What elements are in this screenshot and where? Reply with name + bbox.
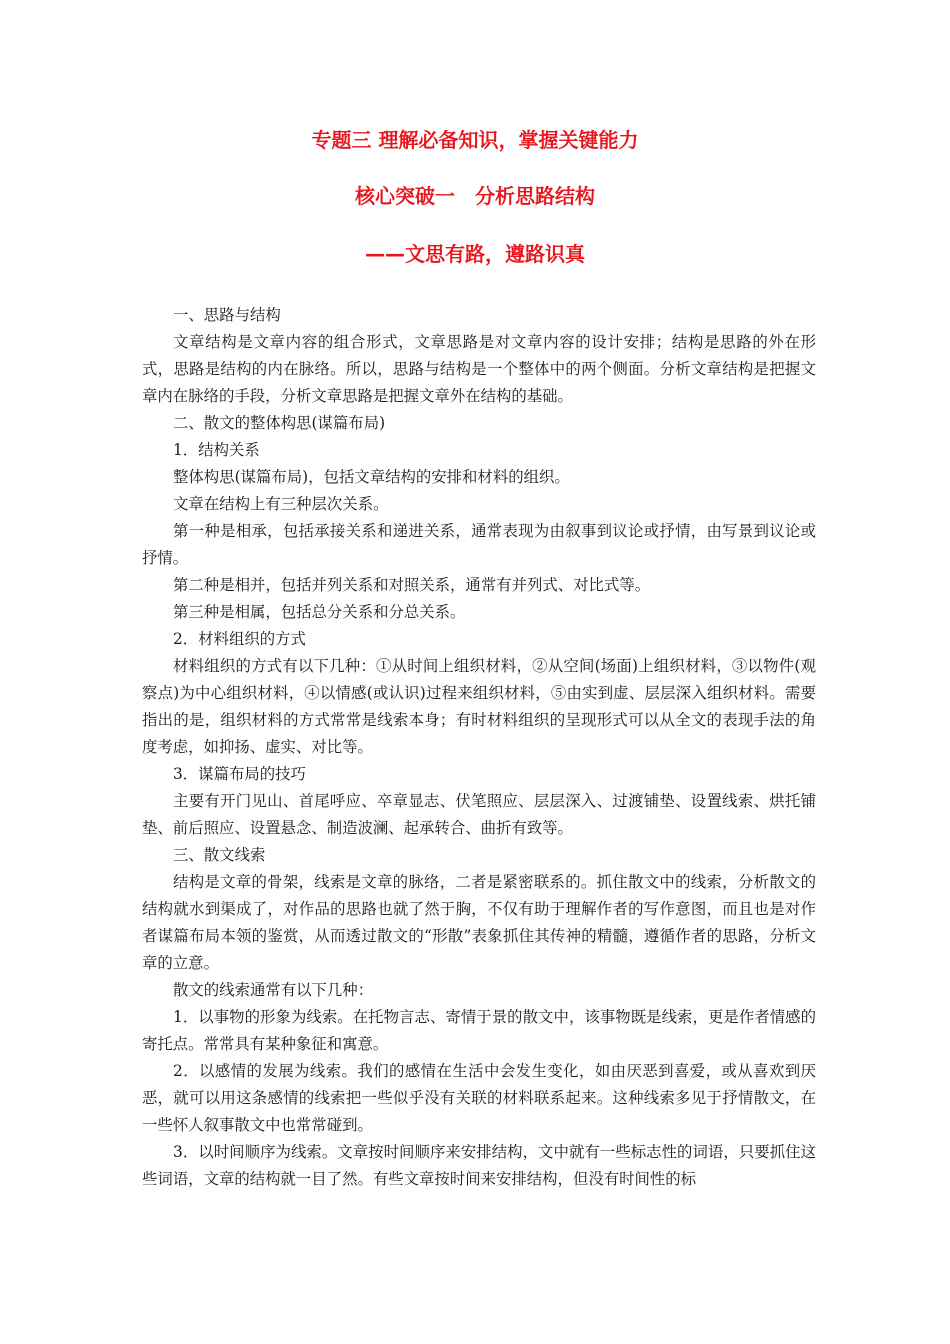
paragraph: 材料组织的方式有以下几种：①从时间上组织材料，②从空间(场面)上组织材料，③以物件(观察点)为中心组织材料，④以情感(或认识)过程来组织材料，⑤由实到虚、层层深入组织材料。需要指出的是，组织材料的方式常常是线索本身；有时材料组织的呈现形式可以从全文的表现手法的角度考虑，如抑扬、虚实、对比等。 — [142, 657, 816, 756]
document-subtitle: 核心突破一 分析思路结构 — [355, 184, 595, 208]
paragraph: 第一种是相承，包括承接关系和递进关系，通常表现为由叙事到议论或抒情，由写景到议论或抒情。 — [142, 522, 816, 567]
subsection-heading: 3．谋篇布局的技巧 — [173, 765, 306, 783]
list-item: 3．以时间顺序为线索。文章按时间顺序来安排结构，文中就有一些标志性的词语，只要抓住这些词语，文章的结构就一目了然。有些文章按时间来安排结构，但没有时间性的标 — [142, 1143, 816, 1188]
list-item: 1．以事物的形象为线索。在托物言志、寄情于景的散文中，该事物既是线索，更是作者情感的寄托点。常常具有某种象征和寓意。 — [142, 1008, 816, 1053]
paragraph: 主要有开门见山、首尾呼应、卒章显志、伏笔照应、层层深入、过渡铺垫、设置线索、烘托铺垫、前后照应、设置悬念、制造波澜、起承转合、曲折有致等。 — [142, 792, 816, 837]
paragraph: 文章在结构上有三种层次关系。 — [173, 495, 389, 513]
paragraph: 第二种是相并，包括并列关系和对照关系，通常有并列式、对比式等。 — [173, 576, 651, 594]
section-heading: 二、散文的整体构思(谋篇布局) — [173, 414, 386, 432]
document-body — [142, 302, 816, 1193]
section-heading: 三、散文线索 — [173, 846, 266, 864]
paragraph: 整体构思(谋篇布局)，包括文章结构的安排和材料的组织。 — [173, 468, 570, 486]
subsection-heading: 1．结构关系 — [173, 441, 260, 459]
paragraph: 散文的线索通常有以下几种： — [173, 981, 374, 999]
subsection-heading: 2．材料组织的方式 — [173, 630, 306, 648]
section-heading: 一、思路与结构 — [173, 306, 281, 324]
list-item: 2．以感情的发展为线索。我们的感情在生活中会发生变化，如由厌恶到喜爱，或从喜欢到厌恶，就可以用这条感情的线索把一些似乎没有关联的材料联系起来。这种线索多见于抒情散文，在一些怀人叙事散文中也常常碰到。 — [142, 1062, 816, 1134]
paragraph: 结构是文章的骨架，线索是文章的脉络，二者是紧密联系的。抓住散文中的线索，分析散文的结构就水到渠成了，对作品的思路也就了然于胸，不仅有助于理解作者的写作意图，而且也是对作者谋篇布局本领的鉴赏，从而透过散文的“形散”表象抓住其传神的精髓，遵循作者的思路，分析文章的立意。 — [142, 873, 816, 972]
paragraph: 第三种是相属，包括总分关系和分总关系。 — [173, 603, 466, 621]
paragraph: 文章结构是文章内容的组合形式，文章思路是对文章内容的设计安排；结构是思路的外在形式，思路是结构的内在脉络。所以，思路与结构是一个整体中的两个侧面。分析文章结构是把握文章内在脉络的手段，分析文章思路是把握文章外在结构的基础。 — [142, 333, 816, 405]
document-title: 专题三 理解必备知识，掌握关键能力 — [311, 128, 639, 152]
document-tagline: ——文思有路，遵路识真 — [365, 242, 585, 266]
